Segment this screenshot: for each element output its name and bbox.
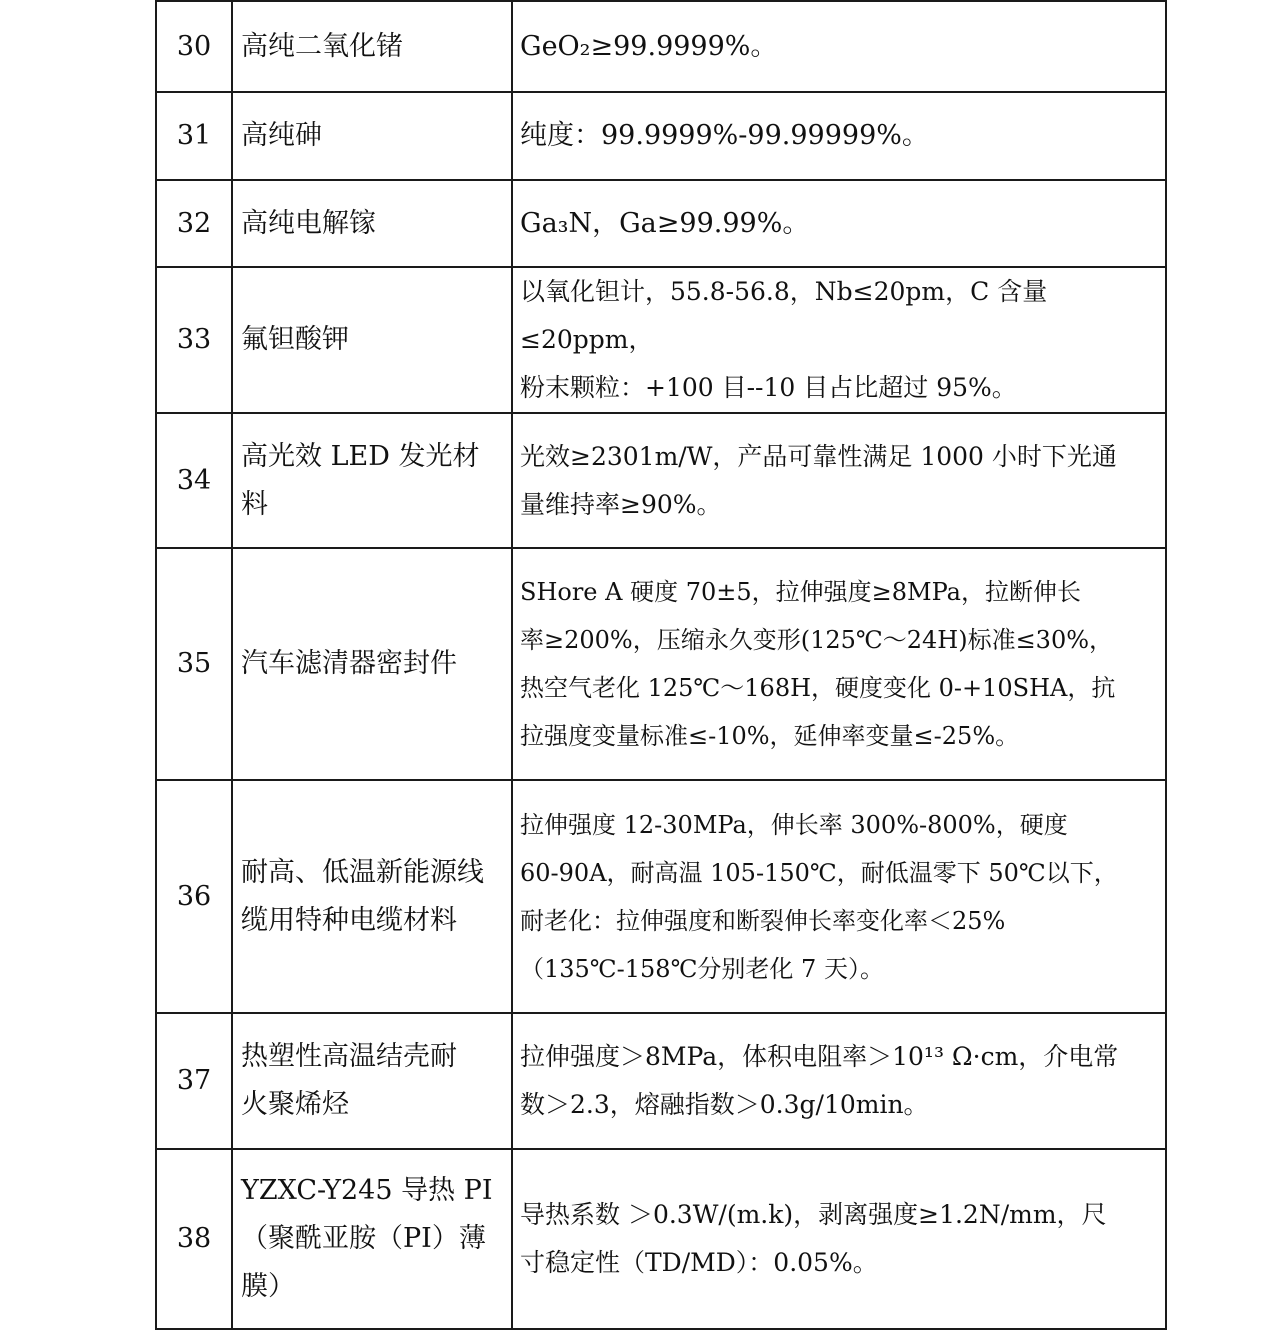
material-spec: 光效≥2301m/W，产品可靠性满足 1000 小时下光通 量维持率≥90%。 bbox=[512, 413, 1166, 548]
table-row bbox=[156, 413, 1166, 548]
material-name: 氟钽酸钾 bbox=[232, 267, 512, 413]
row-number: 30 bbox=[156, 1, 232, 92]
row-number: 36 bbox=[156, 780, 232, 1013]
table-row bbox=[156, 1, 1166, 92]
material-name: 热塑性高温结壳耐 火聚烯烃 bbox=[232, 1013, 512, 1149]
table-row bbox=[156, 267, 1166, 413]
material-spec: Ga₃N，Ga≥99.99%。 bbox=[512, 180, 1166, 267]
material-name: 高光效 LED 发光材 料 bbox=[232, 413, 512, 548]
spec-table bbox=[155, 0, 1167, 1330]
table-row bbox=[156, 1013, 1166, 1149]
table-row bbox=[156, 780, 1166, 1013]
row-number: 31 bbox=[156, 92, 232, 180]
material-name: 耐高、低温新能源线 缆用特种电缆材料 bbox=[232, 780, 512, 1013]
material-name: 汽车滤清器密封件 bbox=[232, 548, 512, 780]
material-spec: 拉伸强度 12-30MPa，伸长率 300%-800%，硬度 60-90A，耐高温 105-150℃，耐低温零下 50℃以下， 耐老化：拉伸强度和断裂伸长率变化率＜25% （135℃-158℃分别老化 7 天）。 bbox=[512, 780, 1166, 1013]
material-name: 高纯电解镓 bbox=[232, 180, 512, 267]
row-number: 35 bbox=[156, 548, 232, 780]
table-row bbox=[156, 92, 1166, 180]
material-name: 高纯二氧化锗 bbox=[232, 1, 512, 92]
table-row bbox=[156, 180, 1166, 267]
material-spec: GeO₂≥99.9999%。 bbox=[512, 1, 1166, 92]
row-number: 32 bbox=[156, 180, 232, 267]
row-number: 37 bbox=[156, 1013, 232, 1149]
material-spec: 以氧化钽计，55.8-56.8，Nb≤20pm，C 含量≤20ppm， 粉末颗粒：+100 目--10 目占比超过 95%。 bbox=[512, 267, 1166, 413]
material-spec: 拉伸强度＞8MPa，体积电阻率＞10¹³ Ω·cm，介电常 数＞2.3，熔融指数＞0.3g/10min。 bbox=[512, 1013, 1166, 1149]
row-number: 33 bbox=[156, 267, 232, 413]
material-name: YZXC-Y245 导热 PI （聚酰亚胺（PI）薄 膜） bbox=[232, 1149, 512, 1329]
material-name: 高纯砷 bbox=[232, 92, 512, 180]
material-spec: SHore A 硬度 70±5，拉伸强度≥8MPa，拉断伸长 率≥200%，压缩永久变形(125℃～24H)标准≤30%， 热空气老化 125℃～168H，硬度变化 0-+10SHA，抗 拉强度变量标准≤-10%，延伸率变量≤-25%。 bbox=[512, 548, 1166, 780]
table-row bbox=[156, 548, 1166, 780]
material-spec: 纯度：99.9999%-99.99999%。 bbox=[512, 92, 1166, 180]
row-number: 34 bbox=[156, 413, 232, 548]
row-number: 38 bbox=[156, 1149, 232, 1329]
material-spec: 导热系数 ＞0.3W/(m.k)，剥离强度≥1.2N/mm，尺 寸稳定性（TD/MD）：0.05%。 bbox=[512, 1149, 1166, 1329]
table-row bbox=[156, 1149, 1166, 1329]
